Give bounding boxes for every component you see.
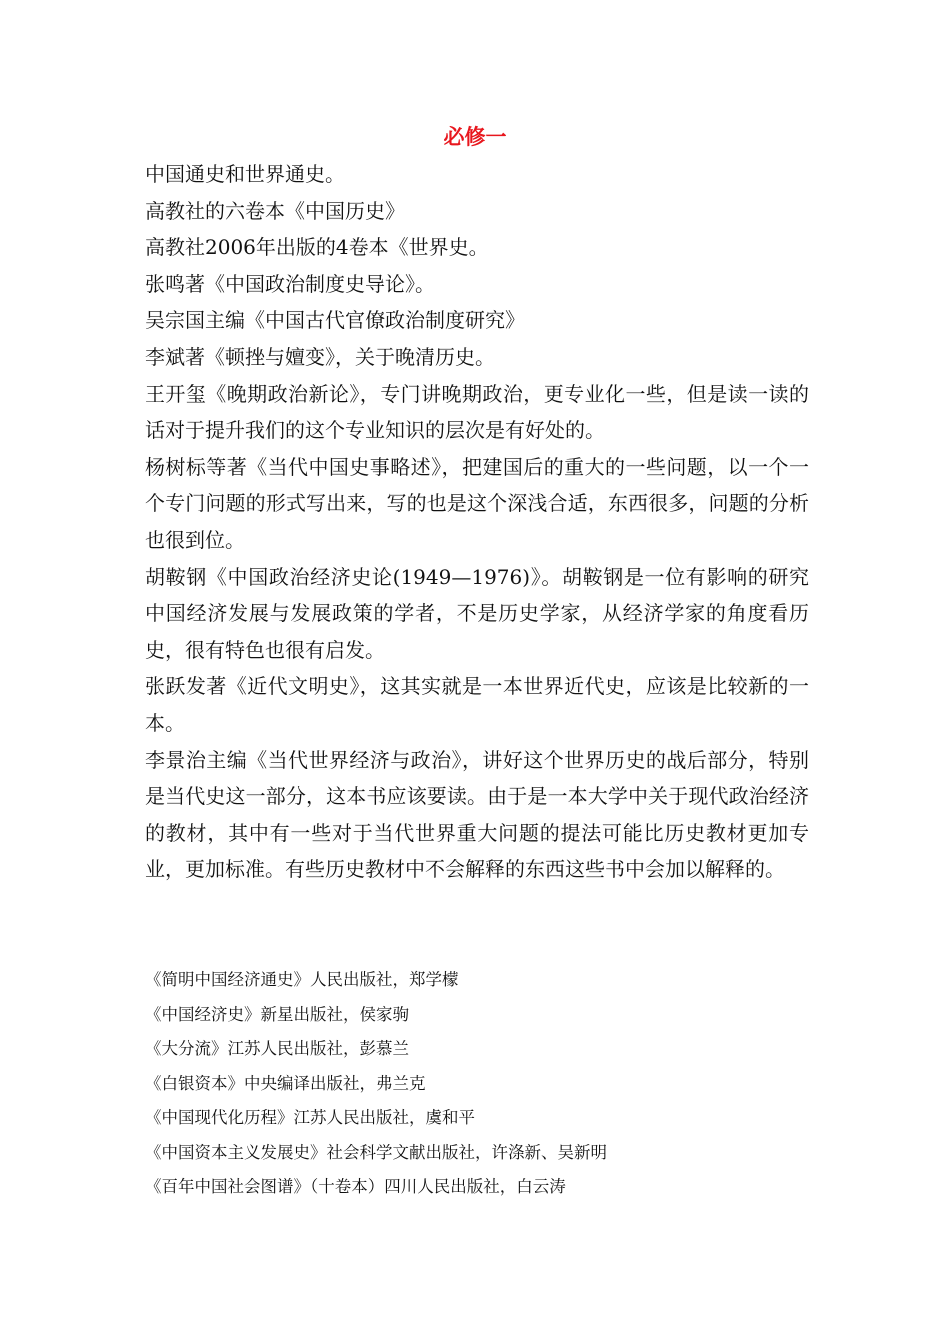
reference-item: 《中国经济史》新星出版社，侯家驹: [145, 1004, 409, 1024]
reference-item: 《大分流》江苏人民出版社，彭慕兰: [145, 1039, 409, 1058]
paragraph-wang-kaixi: 王开玺《晚期政治新论》，专门讲晚期政治，更专业化一些，但是读一读的话对于提升我们的这个专业知识的层次是有好处的。: [145, 381, 809, 443]
paragraph-zhang-yuefa: 张跃发著《近代文明史》，这其实就是一本世界近代史，应该是比较新的一本。: [145, 674, 809, 735]
reference-list: [145, 963, 809, 1205]
reference-item: 《简明中国经济通史》人民出版社，郑学檬: [145, 970, 459, 989]
paragraph-general-history: 中国通史和世界通史。: [145, 162, 345, 186]
reference-item: 《白银资本》中央编译出版社，弗兰克: [145, 1073, 426, 1093]
paragraph-li-bin: 李斌著《顿挫与嬗变》，关于晚清历史。: [145, 344, 495, 369]
page-title: 必修一: [443, 125, 507, 149]
reference-item: 《中国现代化历程》江苏人民出版社，虞和平: [145, 1108, 475, 1127]
reference-item: 《百年中国社会图谱》（十卷本）四川人民出版社，白云涛: [145, 1177, 566, 1196]
paragraph-wu-zongguo: 吴宗国主编《中国古代官僚政治制度研究》: [145, 308, 525, 333]
reference-item: 《中国资本主义发展史》社会科学文献出版社，许涤新、吴新明: [145, 1142, 607, 1162]
paragraph-yang-shubiao: 杨树标等著《当代中国史事略述》，把建国后的重大的一些问题，以一个一个专门问题的形式写出来，写的也是这个深浅合适，东西很多，问题的分析也很到位。: [145, 454, 809, 552]
paragraph-china-history: 高教社的六卷本《中国历史》: [145, 198, 405, 223]
paragraph-li-jingzhi: 李景治主编《当代世界经济与政治》，讲好这个世界历史的战后部分，特别是当代史这一部分，这本书应该要读。由于是一本大学中关于现代政治经济的教材，其中有一些对于当代世界重大问题的提法可能比历史教材更加专业，更加标准。有些历史教材中不会解释的东西这些书中会加以解释的。: [145, 747, 809, 882]
reading-list-body: [145, 156, 809, 888]
paragraph-hu-angang: 胡鞍钢《中国政治经济史论(1949—1976)》。胡鞍钢是一位有影响的研究中国经济发展与发展政策的学者，不是历史学家，从经济学家的角度看历史，很有特色也很有启发。: [145, 564, 809, 662]
paragraph-world-history: 高教社2006年出版的4卷本《世界史。: [145, 235, 489, 260]
paragraph-zhang-ming: 张鸣著《中国政治制度史导论》。: [145, 271, 435, 296]
